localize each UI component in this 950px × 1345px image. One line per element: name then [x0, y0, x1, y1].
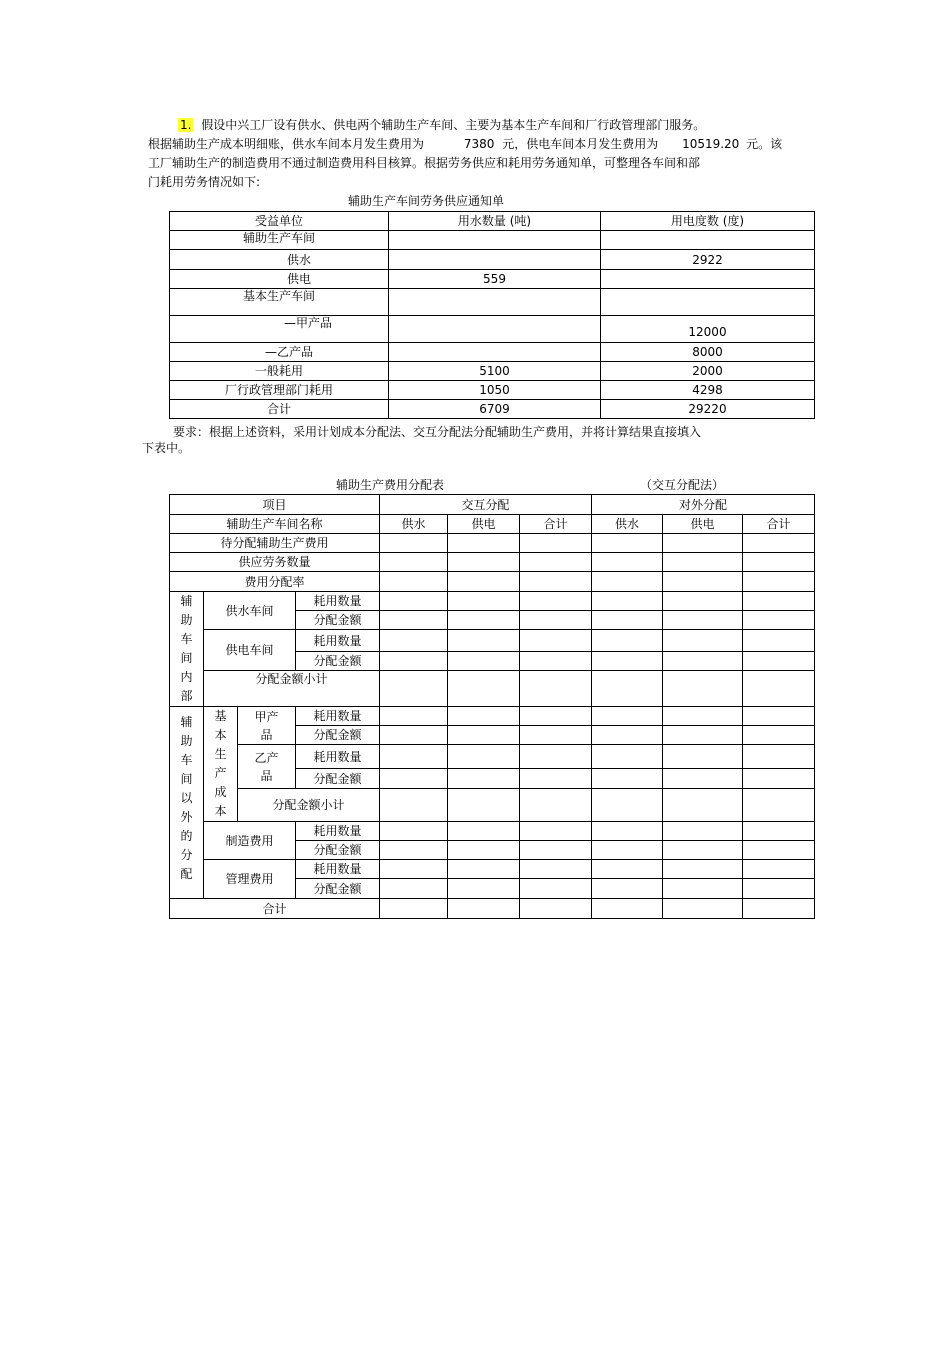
input-cell[interactable] — [743, 534, 815, 553]
input-cell[interactable] — [663, 534, 743, 553]
input-cell[interactable] — [663, 652, 743, 671]
water-workshop-label: 供水车间 — [204, 592, 296, 630]
input-cell[interactable] — [448, 553, 520, 572]
input-cell[interactable] — [380, 652, 448, 671]
input-cell[interactable] — [520, 534, 592, 553]
water-cost-value: 7380 — [463, 137, 495, 151]
consume-qty-label: 耗用数量 — [296, 745, 380, 769]
total-label: 合计 — [170, 899, 380, 919]
basic-cost-text: 基本生产成本 — [214, 709, 227, 818]
header-item: 项目 — [170, 495, 380, 515]
input-cell[interactable] — [448, 671, 520, 707]
input-cell[interactable] — [663, 707, 743, 726]
input-cell[interactable] — [380, 726, 448, 745]
input-cell[interactable] — [743, 630, 815, 652]
alloc-header-row-1 — [170, 495, 815, 515]
input-cell[interactable] — [520, 592, 592, 611]
input-cell[interactable] — [448, 592, 520, 611]
input-cell[interactable] — [380, 671, 448, 707]
power-cost-value: 10519.20 — [682, 137, 740, 151]
alloc-amt-label: 分配金额 — [296, 726, 380, 745]
alloc-title: 辅助生产费用分配表 — [336, 478, 445, 492]
notice-row-label: 基本生产车间 — [170, 289, 389, 316]
basic-subtotal-label: 分配金额小计 — [238, 789, 380, 822]
notice-row-label: 合计 — [170, 400, 389, 419]
header-external: 对外分配 — [592, 495, 815, 515]
input-cell[interactable] — [592, 769, 663, 789]
notice-row-label: —乙产品 — [170, 343, 389, 362]
notice-header-row — [170, 212, 815, 231]
input-cell[interactable] — [663, 671, 743, 707]
row-supply-qty — [170, 553, 815, 572]
notice-cell: 5100 — [389, 362, 601, 381]
intro-line-2 — [148, 136, 782, 152]
notice-header-water: 用水数量 (吨) — [389, 212, 601, 231]
col-water: 供水 — [380, 515, 448, 534]
input-cell[interactable] — [520, 822, 592, 841]
input-cell[interactable] — [520, 572, 592, 592]
input-cell[interactable] — [448, 822, 520, 841]
notice-cell — [601, 231, 815, 250]
notice-row-label: 供水 — [170, 250, 389, 270]
row-rate — [170, 572, 815, 592]
input-cell[interactable] — [663, 553, 743, 572]
consume-qty-label: 耗用数量 — [296, 630, 380, 652]
notice-cell: 2922 — [601, 250, 815, 270]
input-cell[interactable] — [592, 592, 663, 611]
input-cell[interactable] — [380, 572, 448, 592]
input-cell[interactable] — [663, 789, 743, 822]
input-cell[interactable] — [663, 841, 743, 860]
notice-header-power: 用电度数 (度) — [601, 212, 815, 231]
alloc-amt-label: 分配金额 — [296, 769, 380, 789]
input-cell[interactable] — [448, 572, 520, 592]
input-cell[interactable] — [663, 592, 743, 611]
input-cell[interactable] — [520, 726, 592, 745]
input-cell[interactable] — [743, 745, 815, 769]
prod-a-label — [238, 707, 296, 745]
input-cell[interactable] — [663, 860, 743, 879]
external-group-label — [170, 707, 204, 899]
notice-row — [170, 289, 815, 316]
input-cell[interactable] — [743, 789, 815, 822]
input-cell[interactable] — [743, 611, 815, 630]
input-cell[interactable] — [592, 671, 663, 707]
notice-row-label: —甲产品 — [170, 316, 389, 343]
header-mutual: 交互分配 — [380, 495, 592, 515]
notice-row — [170, 381, 815, 400]
input-cell[interactable] — [592, 553, 663, 572]
input-cell[interactable] — [743, 879, 815, 899]
notice-cell: 4298 — [601, 381, 815, 400]
row-mfg-consume — [170, 822, 815, 841]
input-cell[interactable] — [743, 592, 815, 611]
notice-total-row — [170, 400, 815, 419]
intro-text-2a: 根据辅助生产成本明细账，供水车间本月发生费用为 — [148, 137, 425, 151]
notice-header-unit: 受益单位 — [170, 212, 389, 231]
input-cell[interactable] — [448, 841, 520, 860]
input-cell[interactable] — [448, 726, 520, 745]
input-cell[interactable] — [663, 630, 743, 652]
intro-text-2c: 元。该 — [746, 137, 783, 151]
input-cell[interactable] — [520, 841, 592, 860]
notice-row — [170, 250, 815, 270]
input-cell[interactable] — [592, 534, 663, 553]
input-cell[interactable] — [448, 630, 520, 652]
prod-a-text: 甲产品 — [254, 709, 279, 742]
input-cell[interactable] — [663, 899, 743, 919]
consume-qty-label: 耗用数量 — [296, 592, 380, 611]
input-cell[interactable] — [380, 630, 448, 652]
intro-line-3: 工厂辅助生产的制造费用不通过制造费用科目核算。根据劳务供应和耗用劳务通知单，可整理各车间和部 — [148, 156, 701, 170]
rate-label: 费用分配率 — [170, 572, 380, 592]
row-power-consume — [170, 630, 815, 652]
allocation-table — [169, 494, 815, 919]
input-cell[interactable] — [520, 745, 592, 769]
input-cell[interactable] — [592, 789, 663, 822]
notice-cell: 1050 — [389, 381, 601, 400]
input-cell[interactable] — [592, 822, 663, 841]
input-cell[interactable] — [520, 879, 592, 899]
internal-group-label — [170, 592, 204, 707]
input-cell[interactable] — [380, 789, 448, 822]
notice-row — [170, 316, 815, 343]
requirement-line-2: 下表中。 — [142, 441, 191, 455]
input-cell[interactable] — [380, 860, 448, 879]
col-power: 供电 — [448, 515, 520, 534]
admin-cost-label: 管理费用 — [204, 860, 296, 899]
col-total: 合计 — [520, 515, 592, 534]
notice-row — [170, 270, 815, 289]
input-cell[interactable] — [448, 769, 520, 789]
notice-cell: 8000 — [601, 343, 815, 362]
input-cell[interactable] — [592, 879, 663, 899]
input-cell[interactable] — [380, 534, 448, 553]
input-cell[interactable] — [520, 789, 592, 822]
input-cell[interactable] — [743, 652, 815, 671]
row-admin-consume — [170, 860, 815, 879]
input-cell[interactable] — [380, 769, 448, 789]
alloc-amt-label: 分配金额 — [296, 841, 380, 860]
input-cell[interactable] — [380, 822, 448, 841]
input-cell[interactable] — [592, 611, 663, 630]
input-cell[interactable] — [743, 899, 815, 919]
intro-text-1: 假设中兴工厂设有供水、供电两个辅助生产车间、主要为基本生产车间和厂行政管理部门服务。 — [201, 118, 706, 132]
notice-cell — [601, 289, 815, 316]
row-pending-cost — [170, 534, 815, 553]
notice-cell: 2000 — [601, 362, 815, 381]
notice-cell: 12000 — [601, 316, 815, 343]
input-cell[interactable] — [592, 572, 663, 592]
alloc-amt-label: 分配金额 — [296, 611, 380, 630]
input-cell[interactable] — [380, 553, 448, 572]
mfg-cost-label: 制造费用 — [204, 822, 296, 860]
supply-qty-label: 供应劳务数量 — [170, 553, 380, 572]
notice-title: 辅助生产车间劳务供应通知单 — [348, 194, 505, 208]
external-group-text: 辅助车间以外的分配 — [180, 715, 193, 881]
notice-row-label: 供电 — [170, 270, 389, 289]
notice-cell — [389, 316, 601, 343]
row-basic-subtotal — [170, 789, 815, 822]
input-cell[interactable] — [592, 745, 663, 769]
row-total — [170, 899, 815, 919]
input-cell[interactable] — [663, 822, 743, 841]
input-cell[interactable] — [663, 572, 743, 592]
intro-line-4: 门耗用劳务情况如下: — [148, 175, 261, 189]
input-cell[interactable] — [743, 841, 815, 860]
input-cell[interactable] — [448, 879, 520, 899]
notice-table — [169, 211, 815, 419]
consume-qty-label: 耗用数量 — [296, 707, 380, 726]
pending-cost-label: 待分配辅助生产费用 — [170, 534, 380, 553]
col-total: 合计 — [743, 515, 815, 534]
row-internal-subtotal — [170, 671, 815, 707]
notice-row — [170, 343, 815, 362]
notice-cell — [601, 270, 815, 289]
internal-subtotal-label: 分配金额小计 — [204, 671, 380, 707]
notice-cell — [389, 231, 601, 250]
internal-group-text: 辅助车间内部 — [180, 594, 193, 703]
input-cell[interactable] — [663, 879, 743, 899]
notice-row — [170, 231, 815, 250]
input-cell[interactable] — [380, 841, 448, 860]
input-cell[interactable] — [592, 726, 663, 745]
notice-row-label: 辅助生产车间 — [170, 231, 389, 250]
input-cell[interactable] — [380, 899, 448, 919]
question-number: 1. — [180, 118, 192, 132]
input-cell[interactable] — [448, 745, 520, 769]
input-cell[interactable] — [592, 630, 663, 652]
alloc-amt-label: 分配金额 — [296, 652, 380, 671]
notice-cell: 6709 — [389, 400, 601, 419]
input-cell[interactable] — [743, 860, 815, 879]
input-cell[interactable] — [448, 611, 520, 630]
alloc-amt-label: 分配金额 — [296, 879, 380, 899]
notice-row-label: 厂行政管理部门耗用 — [170, 381, 389, 400]
notice-cell: 559 — [389, 270, 601, 289]
input-cell[interactable] — [380, 879, 448, 899]
input-cell[interactable] — [663, 769, 743, 789]
intro-line-1 — [178, 117, 705, 133]
basic-cost-label — [204, 707, 238, 822]
input-cell[interactable] — [743, 572, 815, 592]
input-cell[interactable] — [380, 707, 448, 726]
input-cell[interactable] — [743, 822, 815, 841]
col-power: 供电 — [663, 515, 743, 534]
input-cell[interactable] — [380, 592, 448, 611]
input-cell[interactable] — [743, 671, 815, 707]
alloc-header-row-2 — [170, 515, 815, 534]
input-cell[interactable] — [743, 707, 815, 726]
notice-cell: 29220 — [601, 400, 815, 419]
input-cell[interactable] — [448, 652, 520, 671]
row-prod-b-consume — [170, 745, 815, 769]
col-water: 供水 — [592, 515, 663, 534]
notice-cell — [389, 289, 601, 316]
input-cell[interactable] — [520, 860, 592, 879]
requirement-line-1: 要求：根据上述资料，采用计划成本分配法、交互分配法分配辅助生产费用，并将计算结果直接填入 — [173, 425, 702, 439]
input-cell[interactable] — [743, 553, 815, 572]
input-cell[interactable] — [380, 745, 448, 769]
input-cell[interactable] — [592, 899, 663, 919]
input-cell[interactable] — [663, 726, 743, 745]
input-cell[interactable] — [592, 707, 663, 726]
input-cell[interactable] — [448, 789, 520, 822]
header-workshop-name: 辅助生产车间名称 — [170, 515, 380, 534]
notice-row — [170, 362, 815, 381]
input-cell[interactable] — [743, 726, 815, 745]
input-cell[interactable] — [520, 671, 592, 707]
prod-b-text: 乙产品 — [254, 750, 279, 783]
power-workshop-label: 供电车间 — [204, 630, 296, 671]
alloc-method: （交互分配法） — [640, 478, 725, 492]
input-cell[interactable] — [663, 745, 743, 769]
input-cell[interactable] — [592, 860, 663, 879]
input-cell[interactable] — [592, 841, 663, 860]
notice-cell — [389, 250, 601, 270]
input-cell[interactable] — [520, 899, 592, 919]
consume-qty-label: 耗用数量 — [296, 822, 380, 841]
input-cell[interactable] — [520, 611, 592, 630]
input-cell[interactable] — [663, 611, 743, 630]
input-cell[interactable] — [520, 553, 592, 572]
input-cell[interactable] — [448, 860, 520, 879]
notice-row-label: 一般耗用 — [170, 362, 389, 381]
prod-b-label — [238, 745, 296, 789]
input-cell[interactable] — [448, 899, 520, 919]
intro-text-2b: 元，供电车间本月发生费用为 — [502, 137, 659, 151]
input-cell[interactable] — [520, 769, 592, 789]
row-prod-a-consume — [170, 707, 815, 726]
input-cell[interactable] — [520, 652, 592, 671]
input-cell[interactable] — [743, 769, 815, 789]
input-cell[interactable] — [520, 630, 592, 652]
input-cell[interactable] — [380, 611, 448, 630]
input-cell[interactable] — [448, 707, 520, 726]
input-cell[interactable] — [520, 707, 592, 726]
notice-cell — [389, 343, 601, 362]
row-water-consume — [170, 592, 815, 611]
input-cell[interactable] — [448, 534, 520, 553]
consume-qty-label: 耗用数量 — [296, 860, 380, 879]
input-cell[interactable] — [592, 652, 663, 671]
